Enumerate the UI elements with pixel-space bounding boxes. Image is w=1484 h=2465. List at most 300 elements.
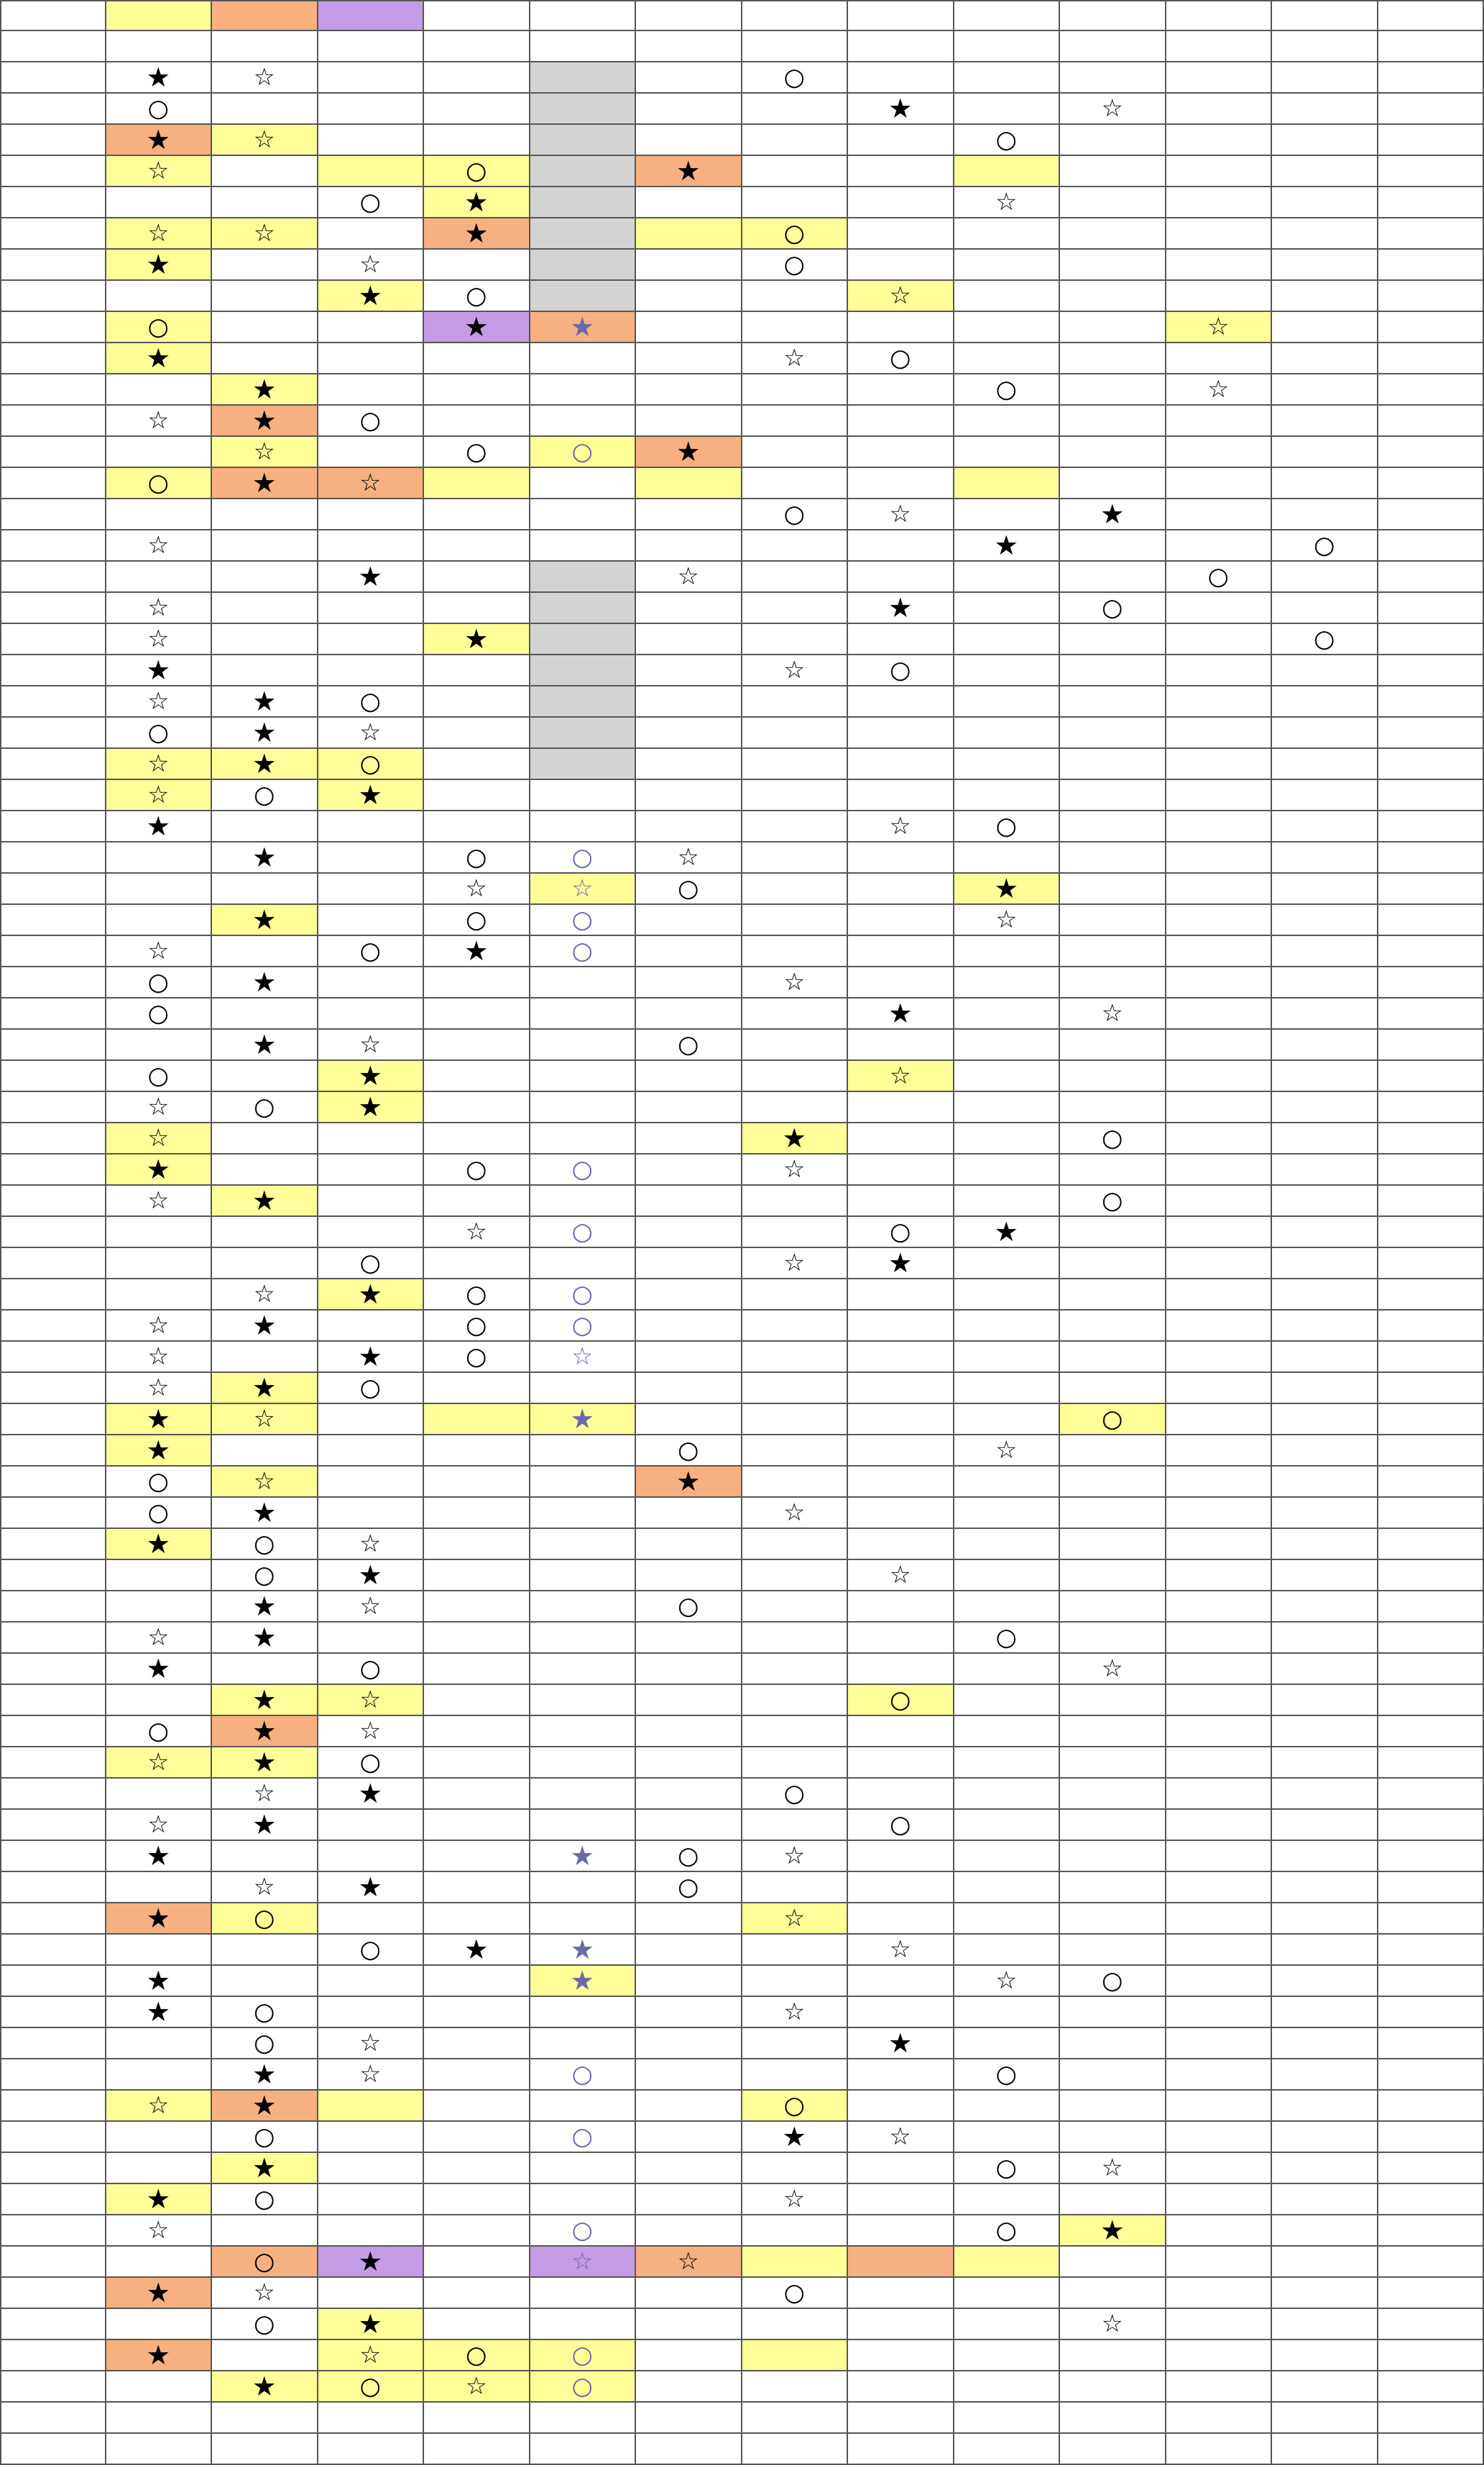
empty-cell (1166, 1435, 1273, 1467)
silver-star-mark: ☆ (1060, 2153, 1166, 2184)
empty-cell (848, 62, 954, 94)
year-label (1378, 1997, 1484, 2028)
silver-star-mark: ☆ (212, 2278, 318, 2309)
empty-cell (1060, 562, 1166, 593)
year-label (1378, 905, 1484, 936)
year-label (0, 125, 106, 156)
empty-cell (424, 1654, 530, 1685)
empty-cell (1060, 718, 1166, 749)
empty-cell (636, 1061, 742, 1092)
bronze-circle-mark: ○ (1060, 1966, 1166, 1997)
bronze-circle-mark: ○ (530, 2215, 637, 2247)
year-label (1378, 1342, 1484, 1373)
empty-cell (106, 2247, 213, 2278)
silver-star-mark: ☆ (106, 936, 213, 967)
silver-star-mark: ☆ (530, 874, 637, 905)
empty-cell (1166, 2309, 1273, 2340)
empty-cell (1272, 1654, 1378, 1685)
empty-cell (1272, 1810, 1378, 1841)
empty-cell (742, 0, 849, 31)
empty-cell (424, 1435, 530, 1467)
empty-cell (954, 499, 1061, 530)
silver-star-mark: ☆ (106, 156, 213, 187)
city-header (1060, 2403, 1166, 2434)
empty-cell (636, 1373, 742, 1404)
bronze-circle-mark: ○ (318, 2371, 425, 2403)
gold-star-mark: ★ (318, 1092, 425, 1123)
legend-symbol-bronze (318, 2434, 425, 2465)
year-header (0, 2403, 106, 2434)
empty-cell (954, 967, 1061, 998)
empty-cell (1166, 125, 1273, 156)
bronze-circle-mark: ○ (954, 2059, 1061, 2091)
empty-cell (106, 499, 213, 530)
legend-label (0, 0, 106, 31)
silver-star-mark: ☆ (954, 905, 1061, 936)
gold-star-mark: ★ (212, 686, 318, 718)
empty-cell (1272, 1779, 1378, 1810)
empty-cell (212, 343, 318, 374)
gold-star-mark: ★ (848, 2028, 954, 2059)
year-label (1378, 1747, 1484, 1779)
empty-cell (954, 2184, 1061, 2215)
empty-cell (318, 1154, 425, 1186)
empty-cell (318, 1217, 425, 1248)
year-label (1378, 281, 1484, 312)
silver-star-mark: ☆ (318, 1685, 425, 1716)
empty-cell (424, 1779, 530, 1810)
empty-cell (742, 1591, 849, 1623)
empty-cell (848, 0, 954, 31)
empty-cell (742, 1529, 849, 1560)
empty-cell (318, 2091, 425, 2122)
empty-cell (1166, 2122, 1273, 2153)
empty-cell (848, 1373, 954, 1404)
silver-star-mark: ☆ (106, 1747, 213, 1779)
silver-star-mark: ☆ (212, 1467, 318, 1498)
empty-cell (1272, 2340, 1378, 2371)
gold-star-mark: ★ (106, 250, 213, 281)
legend-symbol-gold (106, 2434, 213, 2465)
empty-cell (742, 1311, 849, 1342)
year-header (0, 31, 106, 62)
year-label (1378, 1903, 1484, 1935)
empty-cell (1166, 1467, 1273, 1498)
empty-cell (1060, 1311, 1166, 1342)
legend-label (0, 2434, 106, 2465)
empty-cell (1166, 1529, 1273, 1560)
gold-star-mark: ★ (106, 2340, 213, 2371)
year-label (0, 1841, 106, 1872)
empty-cell (212, 530, 318, 562)
empty-cell (954, 1872, 1061, 1903)
empty-cell (1166, 406, 1273, 437)
empty-cell (1060, 842, 1166, 874)
empty-cell (530, 62, 637, 94)
bronze-circle-mark: ○ (636, 1872, 742, 1903)
empty-cell (954, 2091, 1061, 2122)
year-label (0, 1903, 106, 1935)
empty-cell (212, 874, 318, 905)
empty-cell (848, 1279, 954, 1311)
empty-cell (954, 437, 1061, 468)
empty-cell (636, 905, 742, 936)
gold-star-mark: ★ (106, 1435, 213, 1467)
empty-cell (636, 593, 742, 624)
empty-cell (1166, 2278, 1273, 2309)
empty-cell (954, 2028, 1061, 2059)
bronze-circle-mark: ○ (742, 1779, 849, 1810)
empty-cell (848, 905, 954, 936)
bronze-circle-mark: ○ (424, 842, 530, 874)
year-label (1378, 998, 1484, 1030)
empty-cell (848, 1435, 954, 1467)
empty-cell (1060, 1872, 1166, 1903)
empty-cell (318, 2184, 425, 2215)
empty-cell (1272, 2371, 1378, 2403)
empty-cell (954, 1030, 1061, 1061)
bronze-circle-mark: ○ (530, 1279, 637, 1311)
empty-cell (954, 593, 1061, 624)
empty-cell (424, 374, 530, 406)
year-label (0, 1779, 106, 1810)
silver-star-mark: ☆ (848, 1935, 954, 1966)
silver-star-mark: ☆ (742, 1997, 849, 2028)
empty-cell (848, 718, 954, 749)
year-label (0, 2371, 106, 2403)
gold-star-mark: ★ (106, 1529, 213, 1560)
empty-cell (1060, 187, 1166, 218)
gold-star-mark: ★ (318, 1279, 425, 1311)
empty-cell (318, 1404, 425, 1435)
empty-cell (636, 655, 742, 686)
empty-cell (1272, 187, 1378, 218)
empty-cell (848, 1467, 954, 1498)
year-label (0, 1966, 106, 1997)
empty-cell (636, 1342, 742, 1373)
city-header (1166, 2403, 1273, 2434)
empty-cell (848, 1154, 954, 1186)
empty-cell (424, 0, 530, 31)
empty-cell (106, 1685, 213, 1716)
empty-cell (954, 749, 1061, 780)
gold-star-mark: ★ (954, 530, 1061, 562)
bronze-circle-mark: ○ (1272, 624, 1378, 655)
gold-star-mark: ★ (424, 936, 530, 967)
city-header (318, 2403, 425, 2434)
year-label (0, 811, 106, 842)
empty-cell (1166, 218, 1273, 250)
empty-cell (1166, 1747, 1273, 1779)
silver-star-mark: ☆ (212, 62, 318, 94)
empty-cell (742, 1061, 849, 1092)
bronze-circle-mark: ○ (318, 406, 425, 437)
gold-star-mark: ★ (106, 1654, 213, 1685)
empty-cell (106, 905, 213, 936)
empty-cell (1166, 1841, 1273, 1872)
empty-cell (318, 2278, 425, 2309)
empty-cell (1166, 1279, 1273, 1311)
gold-star-mark: ★ (848, 94, 954, 125)
empty-cell (1272, 1747, 1378, 1779)
empty-cell (1272, 562, 1378, 593)
city-header (212, 31, 318, 62)
empty-cell (636, 936, 742, 967)
year-label (1378, 1841, 1484, 1872)
gold-star-mark: ★ (212, 2371, 318, 2403)
year-label (1378, 2340, 1484, 2371)
empty-cell (954, 1467, 1061, 1498)
city-header (954, 2403, 1061, 2434)
gold-star-mark: ★ (106, 1154, 213, 1186)
empty-cell (1272, 1841, 1378, 1872)
empty-cell (212, 499, 318, 530)
empty-cell (848, 1342, 954, 1373)
empty-cell (1166, 593, 1273, 624)
empty-cell (530, 1123, 637, 1154)
empty-cell (1166, 1311, 1273, 1342)
empty-cell (1060, 967, 1166, 998)
bronze-circle-mark: ○ (848, 343, 954, 374)
silver-star-mark: ☆ (318, 1591, 425, 1623)
empty-cell (530, 1560, 637, 1591)
year-label (1378, 312, 1484, 343)
empty-cell (212, 1217, 318, 1248)
empty-cell (848, 686, 954, 718)
year-label (0, 1311, 106, 1342)
empty-cell (1166, 1092, 1273, 1123)
gold-star-mark: ★ (318, 1872, 425, 1903)
year-label (0, 718, 106, 749)
empty-cell (742, 281, 849, 312)
year-label (0, 1061, 106, 1092)
empty-cell (1060, 1810, 1166, 1841)
empty-cell (954, 655, 1061, 686)
empty-cell (1272, 1716, 1378, 1747)
empty-cell (1060, 1529, 1166, 1560)
silver-star-mark: ☆ (212, 1404, 318, 1435)
bronze-circle-mark: ○ (318, 749, 425, 780)
empty-cell (1272, 998, 1378, 1030)
empty-cell (530, 2153, 637, 2184)
bronze-circle-mark: ○ (954, 1623, 1061, 1654)
bronze-circle-mark: ○ (106, 967, 213, 998)
empty-cell (742, 1030, 849, 1061)
empty-cell (1272, 1560, 1378, 1591)
legend-tier (318, 0, 425, 31)
city-header (742, 31, 849, 62)
year-label (0, 624, 106, 655)
empty-cell (424, 62, 530, 94)
empty-cell (1060, 218, 1166, 250)
gold-star-mark: ★ (106, 2184, 213, 2215)
empty-cell (318, 2153, 425, 2184)
year-label (1378, 780, 1484, 811)
empty-cell (1060, 1092, 1166, 1123)
empty-cell (1060, 530, 1166, 562)
empty-cell (1272, 2278, 1378, 2309)
bronze-circle-mark: ○ (424, 1154, 530, 1186)
empty-cell (1060, 374, 1166, 406)
silver-star-mark: ☆ (424, 1217, 530, 1248)
silver-star-mark: ☆ (742, 1248, 849, 1279)
empty-cell (1060, 936, 1166, 967)
year-label (1378, 1123, 1484, 1154)
empty-cell (106, 2028, 213, 2059)
empty-cell (1272, 1279, 1378, 1311)
empty-cell (636, 1498, 742, 1529)
empty-cell (1272, 1154, 1378, 1186)
empty-cell (424, 1373, 530, 1404)
year-label (0, 1591, 106, 1623)
empty-cell (636, 1279, 742, 1311)
empty-cell (1272, 874, 1378, 905)
silver-star-mark: ☆ (106, 624, 213, 655)
empty-cell (636, 1123, 742, 1154)
bronze-circle-mark: ○ (212, 2309, 318, 2340)
empty-cell (1166, 780, 1273, 811)
empty-cell (742, 1623, 849, 1654)
gold-star-mark: ★ (212, 1030, 318, 1061)
silver-star-mark: ☆ (954, 1966, 1061, 1997)
bronze-circle-mark: ○ (318, 1935, 425, 1966)
empty-cell (1272, 437, 1378, 468)
year-label (1378, 499, 1484, 530)
empty-cell (1166, 842, 1273, 874)
silver-star-mark: ☆ (318, 2028, 425, 2059)
year-label (0, 374, 106, 406)
silver-star-mark: ☆ (1060, 998, 1166, 1030)
gold-star-mark: ★ (848, 593, 954, 624)
empty-cell (1060, 1061, 1166, 1092)
year-label (0, 1279, 106, 1311)
empty-cell (424, 1591, 530, 1623)
gold-star-mark: ★ (530, 1966, 637, 1997)
empty-cell (954, 1529, 1061, 1560)
empty-cell (1060, 1779, 1166, 1810)
bronze-circle-mark: ○ (318, 187, 425, 218)
silver-star-mark: ☆ (636, 562, 742, 593)
empty-cell (1166, 2247, 1273, 2278)
empty-cell (636, 499, 742, 530)
empty-cell (848, 1872, 954, 1903)
gold-star-mark: ★ (106, 1903, 213, 1935)
empty-cell (530, 998, 637, 1030)
bronze-circle-mark: ○ (106, 1467, 213, 1498)
silver-star-mark: ☆ (530, 1342, 637, 1373)
empty-cell (742, 1467, 849, 1498)
gold-star-mark: ★ (848, 998, 954, 1030)
empty-cell (1272, 1342, 1378, 1373)
empty-cell (742, 1404, 849, 1435)
gold-star-mark: ★ (636, 1467, 742, 1498)
empty-cell (1272, 1997, 1378, 2028)
empty-cell (1166, 281, 1273, 312)
silver-star-mark: ☆ (106, 218, 213, 250)
empty-cell (1272, 1186, 1378, 1217)
empty-cell (106, 437, 213, 468)
empty-cell (954, 1654, 1061, 1685)
empty-cell (1166, 998, 1273, 1030)
bronze-circle-mark: ○ (106, 718, 213, 749)
year-label (0, 2184, 106, 2215)
bronze-circle-mark: ○ (1060, 1404, 1166, 1435)
empty-cell (742, 2153, 849, 2184)
year-label (0, 281, 106, 312)
gold-star-mark: ★ (1060, 2215, 1166, 2247)
empty-cell (530, 718, 637, 749)
empty-cell (954, 1123, 1061, 1154)
bronze-circle-mark: ○ (424, 437, 530, 468)
empty-cell (848, 250, 954, 281)
silver-star-mark: ☆ (1060, 1654, 1166, 1685)
empty-cell (530, 187, 637, 218)
year-label (1378, 250, 1484, 281)
empty-cell (1272, 2028, 1378, 2059)
empty-cell (742, 1435, 849, 1467)
empty-cell (1060, 1154, 1166, 1186)
bronze-circle-mark: ○ (636, 1591, 742, 1623)
empty-cell (424, 2215, 530, 2247)
empty-cell (1060, 780, 1166, 811)
empty-cell (106, 874, 213, 905)
bronze-circle-mark: ○ (530, 437, 637, 468)
empty-cell (530, 1779, 637, 1810)
year-label (1378, 811, 1484, 842)
gold-star-mark: ★ (424, 187, 530, 218)
empty-cell (106, 2059, 213, 2091)
year-label (1378, 1498, 1484, 1529)
silver-star-mark: ☆ (106, 1123, 213, 1154)
empty-cell (848, 1529, 954, 1560)
empty-cell (1060, 312, 1166, 343)
gold-star-mark: ★ (212, 374, 318, 406)
empty-cell (954, 250, 1061, 281)
empty-cell (1060, 686, 1166, 718)
empty-cell (318, 811, 425, 842)
empty-cell (212, 94, 318, 125)
empty-cell (318, 2122, 425, 2153)
empty-cell (954, 718, 1061, 749)
empty-cell (424, 718, 530, 749)
silver-star-mark: ☆ (742, 343, 849, 374)
bronze-circle-mark: ○ (212, 780, 318, 811)
empty-cell (424, 1810, 530, 1841)
gold-star-mark: ★ (212, 1591, 318, 1623)
empty-cell (318, 1186, 425, 1217)
empty-cell (636, 0, 742, 31)
silver-star-mark: ☆ (106, 530, 213, 562)
empty-cell (636, 1716, 742, 1747)
empty-cell (1060, 1747, 1166, 1779)
empty-cell (848, 749, 954, 780)
empty-cell (1272, 2184, 1378, 2215)
empty-cell (742, 374, 849, 406)
year-label (0, 187, 106, 218)
empty-cell (848, 2153, 954, 2184)
empty-cell (1166, 1935, 1273, 1966)
silver-star-mark: ☆ (106, 2091, 213, 2122)
empty-cell (318, 1311, 425, 1342)
empty-cell (1166, 874, 1273, 905)
empty-cell (424, 749, 530, 780)
empty-cell (848, 1997, 954, 2028)
year-label (0, 156, 106, 187)
silver-star-mark: ☆ (212, 1279, 318, 1311)
empty-cell (1060, 2059, 1166, 2091)
empty-cell (742, 2371, 849, 2403)
bronze-circle-mark: ○ (318, 1654, 425, 1685)
